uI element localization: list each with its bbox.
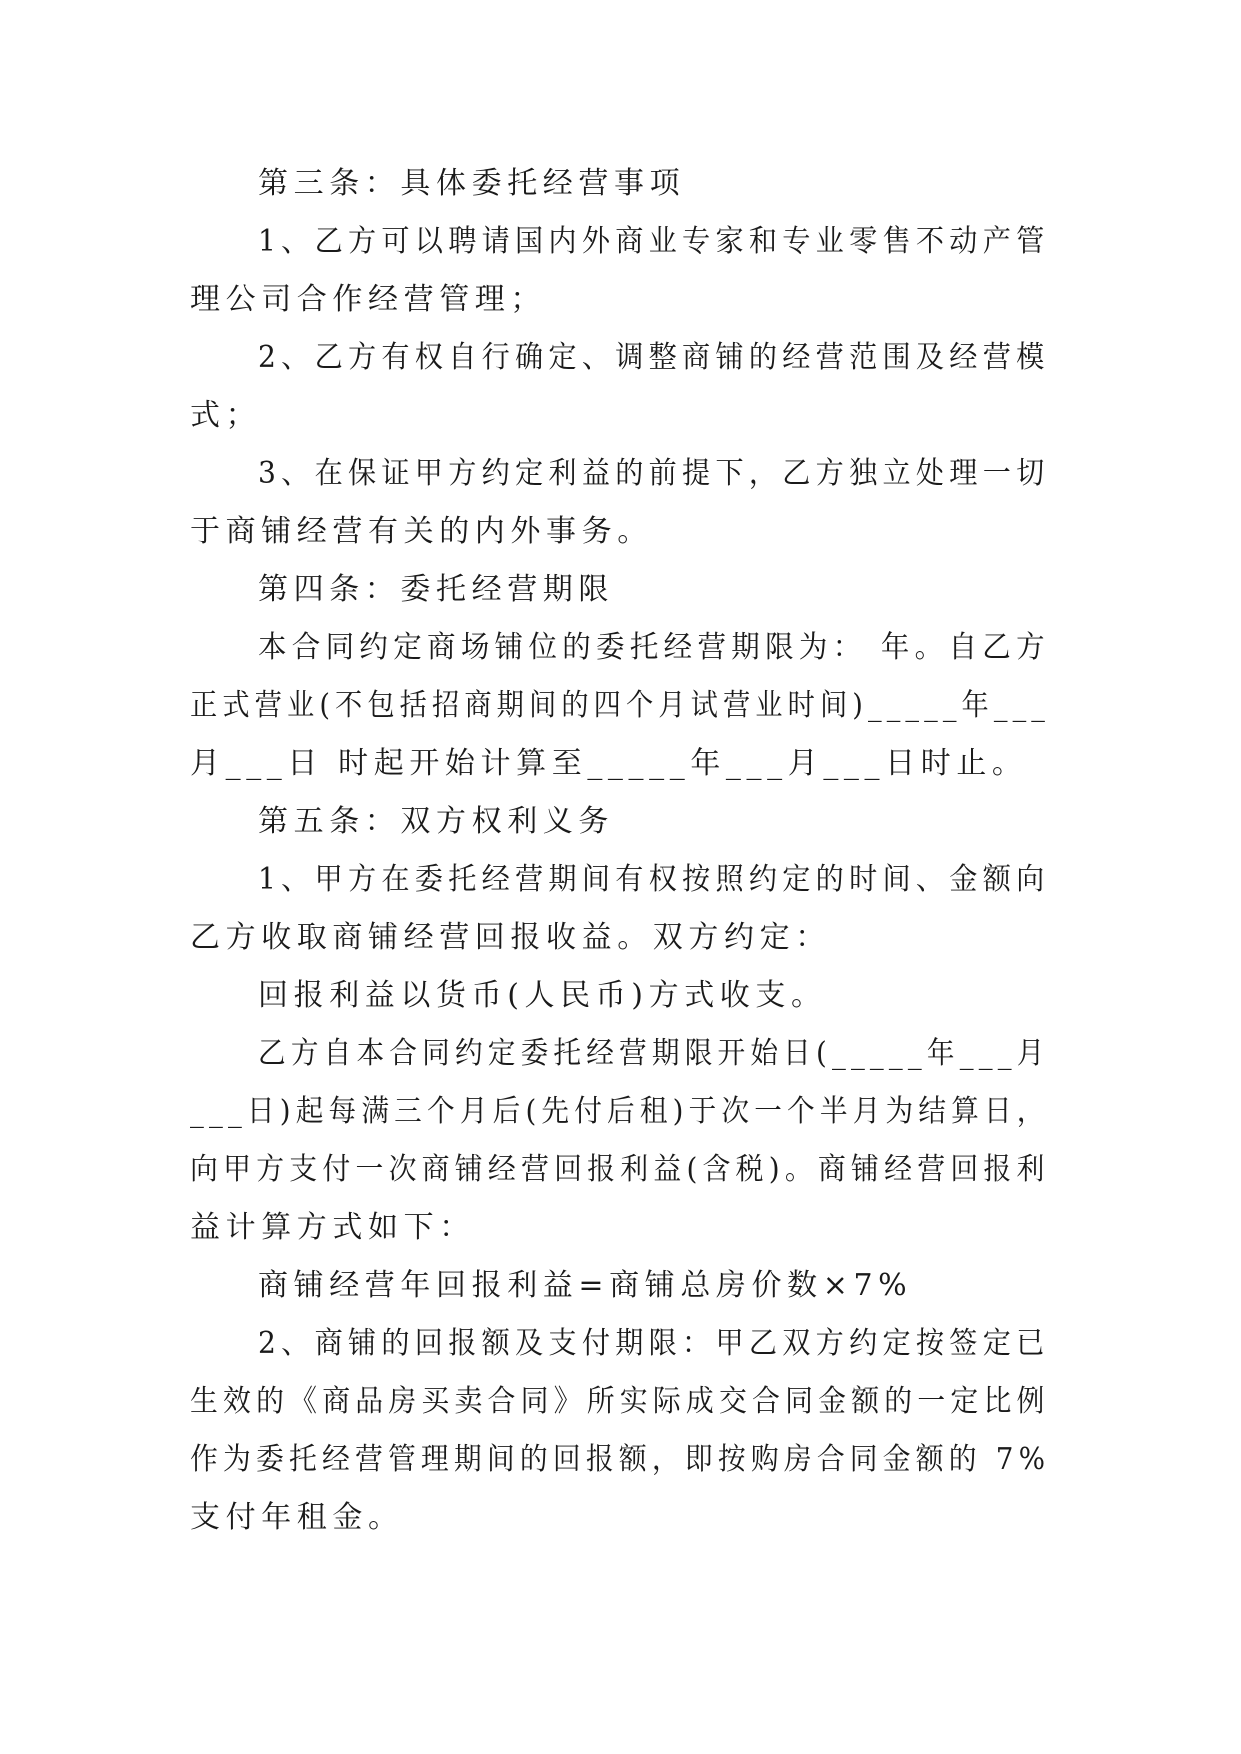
paragraph-line: 乙方自本合同约定委托经营期限开始日(_____年___月 (258, 1036, 1050, 1071)
heading-article-5: 第五条：双方权利义务 (258, 804, 614, 839)
paragraph-line: 正式营业(不包括招商期间的四个月试营业时间)_____年___ (190, 688, 1050, 723)
paragraph-line: 生效的《商品房买卖合同》所实际成交合同金额的一定比例 (190, 1384, 1050, 1419)
paragraph-line: ___日)起每满三个月后(先付后租)于次一个半月为结算日， (190, 1094, 1050, 1129)
paragraph-line: 月___日 时起开始计算至_____年___月___日时止。 (190, 746, 1028, 781)
paragraph-line: 1、甲方在委托经营期间有权按照约定的时间、金额向 (258, 862, 1050, 897)
paragraph-line: 乙方收取商铺经营回报收益。双方约定： (190, 920, 831, 955)
heading-article-3: 第三条：具体委托经营事项 (258, 166, 686, 201)
paragraph-line: 于商铺经营有关的内外事务。 (190, 514, 653, 549)
paragraph-line: 向甲方支付一次商铺经营回报利益(含税)。商铺经营回报利 (190, 1152, 1050, 1187)
paragraph-line: 回报利益以货币(人民币)方式收支。 (258, 978, 827, 1013)
paragraph-line: 本合同约定商场铺位的委托经营期限为： 年。自乙方 (258, 630, 1050, 665)
paragraph-line: 益计算方式如下： (190, 1210, 475, 1245)
paragraph-line: 2、商铺的回报额及支付期限：甲乙双方约定按签定已 (258, 1326, 1050, 1361)
paragraph-line: 理公司合作经营管理； (190, 282, 546, 317)
paragraph-line: 作为委托经营管理期间的回报额，即按购房合同金额的 7% (190, 1442, 1051, 1477)
paragraph-line: 1、乙方可以聘请国内外商业专家和专业零售不动产管 (258, 224, 1050, 259)
paragraph-line: 支付年租金。 (190, 1500, 404, 1535)
paragraph-line: 式； (190, 398, 262, 433)
formula-line: 商铺经营年回报利益=商铺总房价数×7% (258, 1268, 913, 1303)
paragraph-line: 3、在保证甲方约定利益的前提下，乙方独立处理一切 (258, 456, 1050, 491)
paragraph-line: 2、乙方有权自行确定、调整商铺的经营范围及经营模 (258, 340, 1050, 375)
heading-article-4: 第四条：委托经营期限 (258, 572, 614, 607)
